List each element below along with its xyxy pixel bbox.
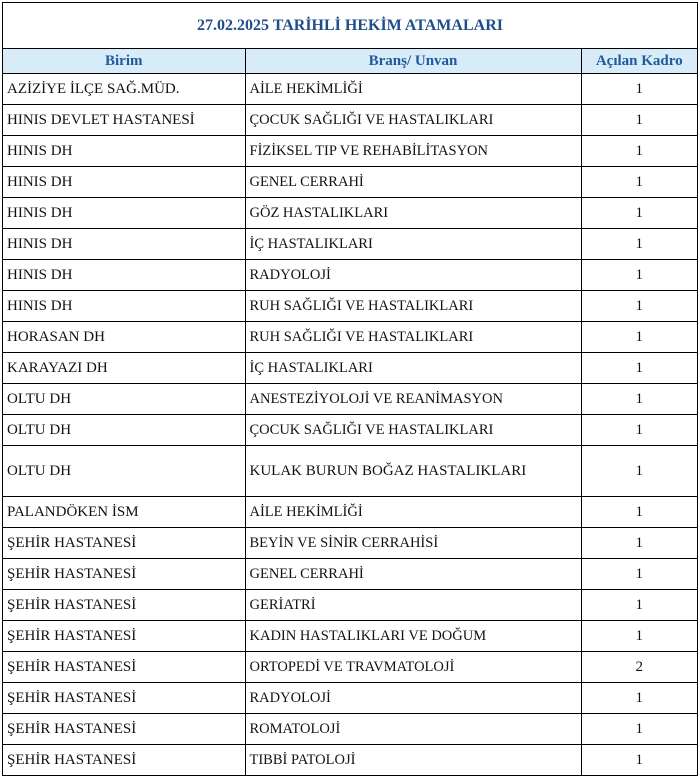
document-title: 27.02.2025 TARİHLİ HEKİM ATAMALARI bbox=[3, 3, 697, 49]
cell-acilan-kadro: 1 bbox=[581, 446, 697, 497]
table-row bbox=[3, 621, 697, 652]
cell-acilan-kadro: 1 bbox=[581, 322, 697, 353]
table-row bbox=[3, 652, 697, 683]
table-row bbox=[3, 198, 697, 229]
table-header-row bbox=[3, 49, 697, 74]
table-row bbox=[3, 683, 697, 714]
cell-brans-unvan: RADYOLOJİ bbox=[245, 683, 581, 714]
cell-acilan-kadro: 1 bbox=[581, 291, 697, 322]
cell-acilan-kadro: 1 bbox=[581, 229, 697, 260]
cell-birim: HINIS DH bbox=[3, 198, 245, 229]
cell-acilan-kadro: 2 bbox=[581, 652, 697, 683]
cell-birim: ŞEHİR HASTANESİ bbox=[3, 683, 245, 714]
table-body bbox=[3, 74, 697, 776]
cell-acilan-kadro: 1 bbox=[581, 167, 697, 198]
table-row bbox=[3, 415, 697, 446]
appointments-table bbox=[3, 49, 697, 775]
cell-birim: HINIS DH bbox=[3, 229, 245, 260]
cell-acilan-kadro: 1 bbox=[581, 136, 697, 167]
cell-acilan-kadro: 1 bbox=[581, 621, 697, 652]
cell-brans-unvan: ROMATOLOJİ bbox=[245, 714, 581, 745]
cell-acilan-kadro: 1 bbox=[581, 745, 697, 776]
cell-brans-unvan: GENEL CERRAHİ bbox=[245, 559, 581, 590]
cell-acilan-kadro: 1 bbox=[581, 497, 697, 528]
cell-acilan-kadro: 1 bbox=[581, 74, 697, 105]
table-row bbox=[3, 559, 697, 590]
cell-brans-unvan: İÇ HASTALIKLARI bbox=[245, 229, 581, 260]
table-row bbox=[3, 167, 697, 198]
cell-birim: HORASAN DH bbox=[3, 322, 245, 353]
table-row bbox=[3, 260, 697, 291]
table-row bbox=[3, 136, 697, 167]
cell-acilan-kadro: 1 bbox=[581, 384, 697, 415]
cell-acilan-kadro: 1 bbox=[581, 683, 697, 714]
cell-birim: HINIS DEVLET HASTANESİ bbox=[3, 105, 245, 136]
cell-birim: HINIS DH bbox=[3, 260, 245, 291]
cell-brans-unvan: RADYOLOJİ bbox=[245, 260, 581, 291]
cell-birim: OLTU DH bbox=[3, 446, 245, 497]
table-row bbox=[3, 291, 697, 322]
table-row bbox=[3, 446, 697, 497]
column-header-acilan-kadro: Açılan Kadro bbox=[581, 49, 697, 74]
cell-brans-unvan: BEYİN VE SİNİR CERRAHİSİ bbox=[245, 528, 581, 559]
cell-brans-unvan: GÖZ HASTALIKLARI bbox=[245, 198, 581, 229]
cell-brans-unvan: ÇOCUK SAĞLIĞI VE HASTALIKLARI bbox=[245, 105, 581, 136]
cell-birim: ŞEHİR HASTANESİ bbox=[3, 621, 245, 652]
cell-brans-unvan: GENEL CERRAHİ bbox=[245, 167, 581, 198]
cell-brans-unvan: ÇOCUK SAĞLIĞI VE HASTALIKLARI bbox=[245, 415, 581, 446]
appointments-document bbox=[2, 2, 698, 776]
cell-brans-unvan: GERİATRİ bbox=[245, 590, 581, 621]
cell-birim: HINIS DH bbox=[3, 291, 245, 322]
table-row bbox=[3, 384, 697, 415]
cell-brans-unvan: ORTOPEDİ VE TRAVMATOLOJİ bbox=[245, 652, 581, 683]
cell-brans-unvan: KADIN HASTALIKLARI VE DOĞUM bbox=[245, 621, 581, 652]
cell-brans-unvan: AİLE HEKİMLİĞİ bbox=[245, 74, 581, 105]
cell-birim: OLTU DH bbox=[3, 415, 245, 446]
cell-birim: PALANDÖKEN İSM bbox=[3, 497, 245, 528]
cell-birim: AZİZİYE İLÇE SAĞ.MÜD. bbox=[3, 74, 245, 105]
cell-birim: ŞEHİR HASTANESİ bbox=[3, 590, 245, 621]
cell-birim: ŞEHİR HASTANESİ bbox=[3, 559, 245, 590]
cell-brans-unvan: RUH SAĞLIĞI VE HASTALIKLARI bbox=[245, 322, 581, 353]
cell-birim: OLTU DH bbox=[3, 384, 245, 415]
cell-acilan-kadro: 1 bbox=[581, 353, 697, 384]
cell-birim: ŞEHİR HASTANESİ bbox=[3, 745, 245, 776]
cell-brans-unvan: KULAK BURUN BOĞAZ HASTALIKLARI bbox=[245, 446, 581, 497]
cell-birim: KARAYAZI DH bbox=[3, 353, 245, 384]
table-row bbox=[3, 590, 697, 621]
table-row bbox=[3, 353, 697, 384]
cell-acilan-kadro: 1 bbox=[581, 714, 697, 745]
cell-brans-unvan: ANESTEZİYOLOJİ VE REANİMASYON bbox=[245, 384, 581, 415]
cell-acilan-kadro: 1 bbox=[581, 105, 697, 136]
cell-brans-unvan: RUH SAĞLIĞI VE HASTALIKLARI bbox=[245, 291, 581, 322]
table-row bbox=[3, 745, 697, 776]
cell-acilan-kadro: 1 bbox=[581, 590, 697, 621]
table-row bbox=[3, 322, 697, 353]
cell-acilan-kadro: 1 bbox=[581, 559, 697, 590]
cell-acilan-kadro: 1 bbox=[581, 198, 697, 229]
column-header-birim: Birim bbox=[3, 49, 245, 74]
cell-brans-unvan: TIBBİ PATOLOJİ bbox=[245, 745, 581, 776]
table-row bbox=[3, 74, 697, 105]
cell-acilan-kadro: 1 bbox=[581, 260, 697, 291]
cell-birim: ŞEHİR HASTANESİ bbox=[3, 714, 245, 745]
cell-birim: HINIS DH bbox=[3, 167, 245, 198]
table-row bbox=[3, 229, 697, 260]
table-row bbox=[3, 105, 697, 136]
column-header-brans-unvan: Branş/ Unvan bbox=[245, 49, 581, 74]
table-row bbox=[3, 714, 697, 745]
table-row bbox=[3, 497, 697, 528]
cell-acilan-kadro: 1 bbox=[581, 528, 697, 559]
cell-birim: ŞEHİR HASTANESİ bbox=[3, 652, 245, 683]
cell-birim: ŞEHİR HASTANESİ bbox=[3, 528, 245, 559]
cell-acilan-kadro: 1 bbox=[581, 415, 697, 446]
cell-brans-unvan: FİZİKSEL TIP VE REHABİLİTASYON bbox=[245, 136, 581, 167]
cell-brans-unvan: İÇ HASTALIKLARI bbox=[245, 353, 581, 384]
table-row bbox=[3, 528, 697, 559]
cell-brans-unvan: AİLE HEKİMLİĞİ bbox=[245, 497, 581, 528]
cell-birim: HINIS DH bbox=[3, 136, 245, 167]
